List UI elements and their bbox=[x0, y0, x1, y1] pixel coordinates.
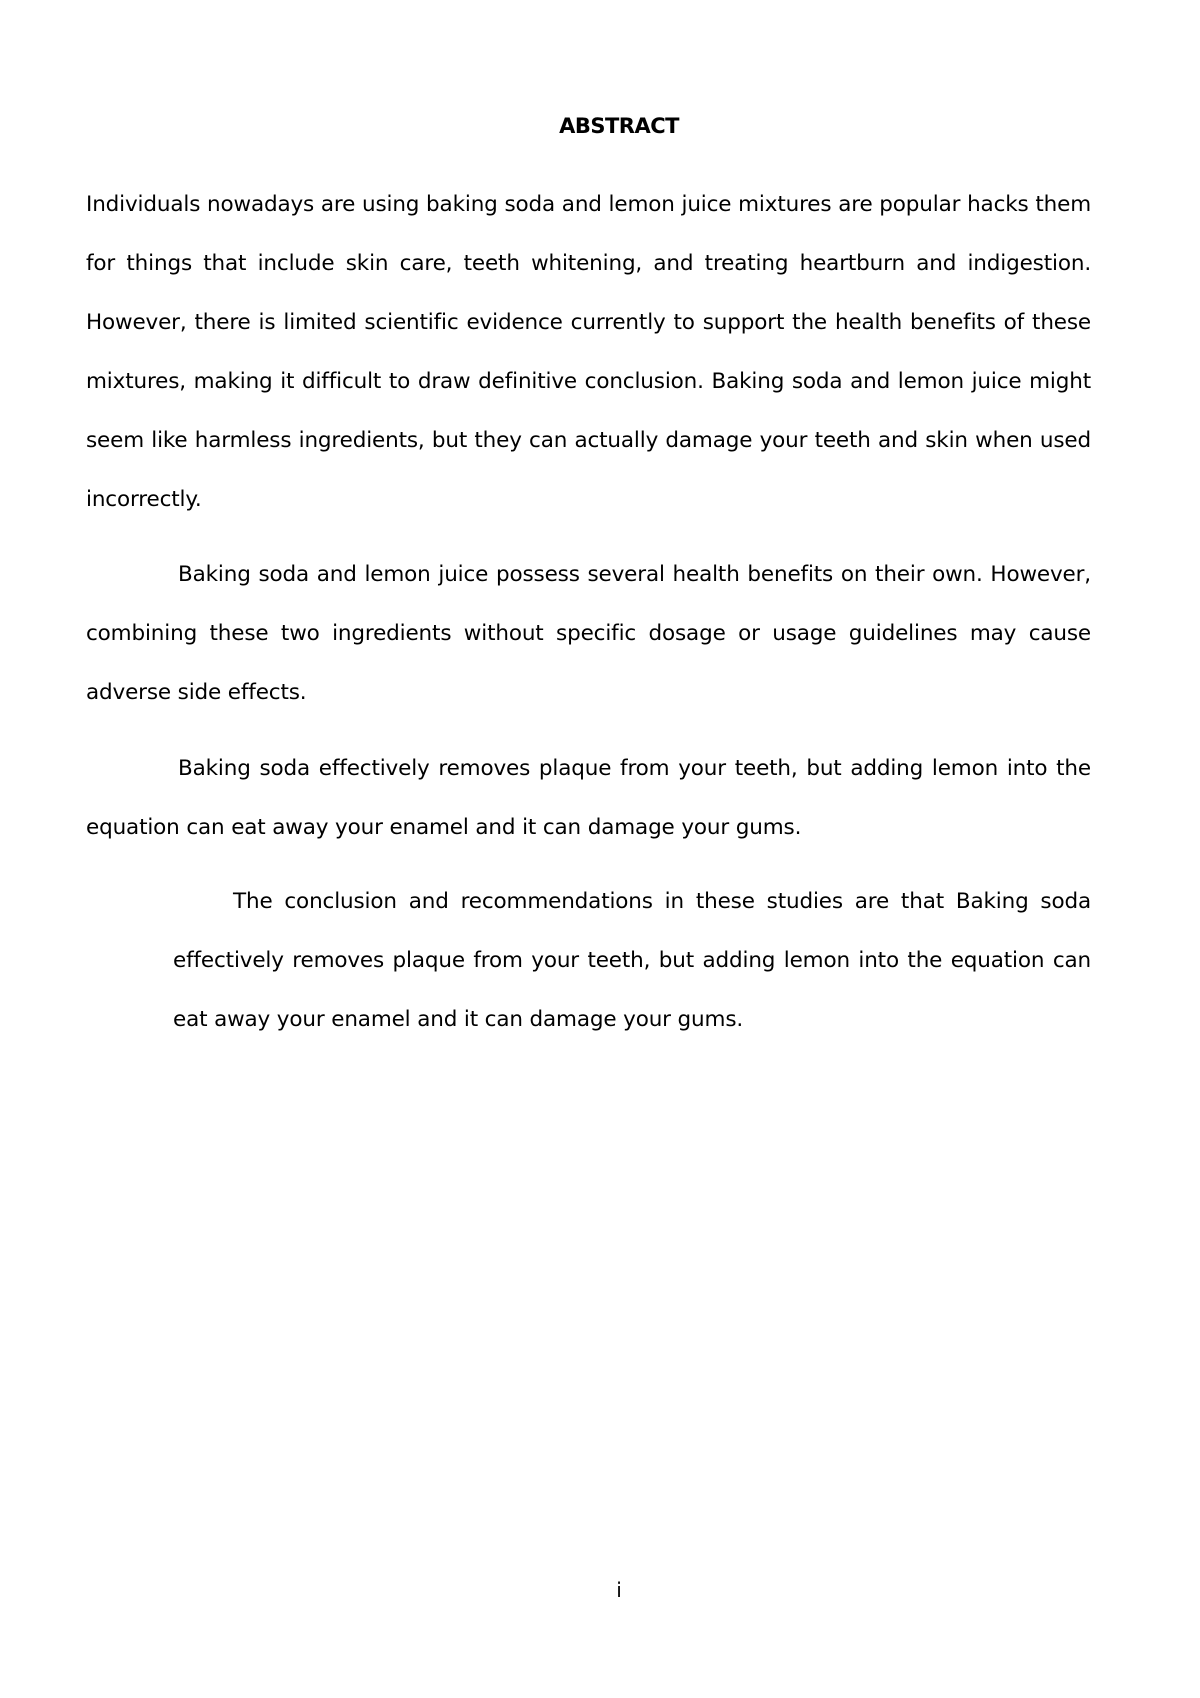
page-number: i bbox=[616, 1578, 622, 1602]
abstract-paragraph-4: The conclusion and recommendations in these studies are that Baking soda effectively removes plaque from your teeth, but adding lemon into the equation can eat away your enamel and it can damage your gums. bbox=[173, 889, 1091, 1032]
abstract-paragraph-1: Individuals nowadays are using baking soda and lemon juice mixtures are popular hacks them for things that include skin care, teeth whitening, and treating heartburn and indigestion. However, there is limited scientific evidence currently to support the health benefits of these mixtures, making it difficult to draw definitive conclusion. Baking soda and lemon juice might seem like harmless ingredients, but they can actually damage your teeth and skin when used incorrectly. bbox=[86, 192, 1091, 512]
abstract-paragraph-3: Baking soda effectively removes plaque from your teeth, but adding lemon into the equation can eat away your enamel and it can damage your gums. bbox=[86, 756, 1091, 840]
abstract-paragraph-2: Baking soda and lemon juice possess several health benefits on their own. However, combining these two ingredients without specific dosage or usage guidelines may cause adverse side effects. bbox=[86, 562, 1091, 705]
abstract-heading: ABSTRACT bbox=[559, 114, 679, 138]
